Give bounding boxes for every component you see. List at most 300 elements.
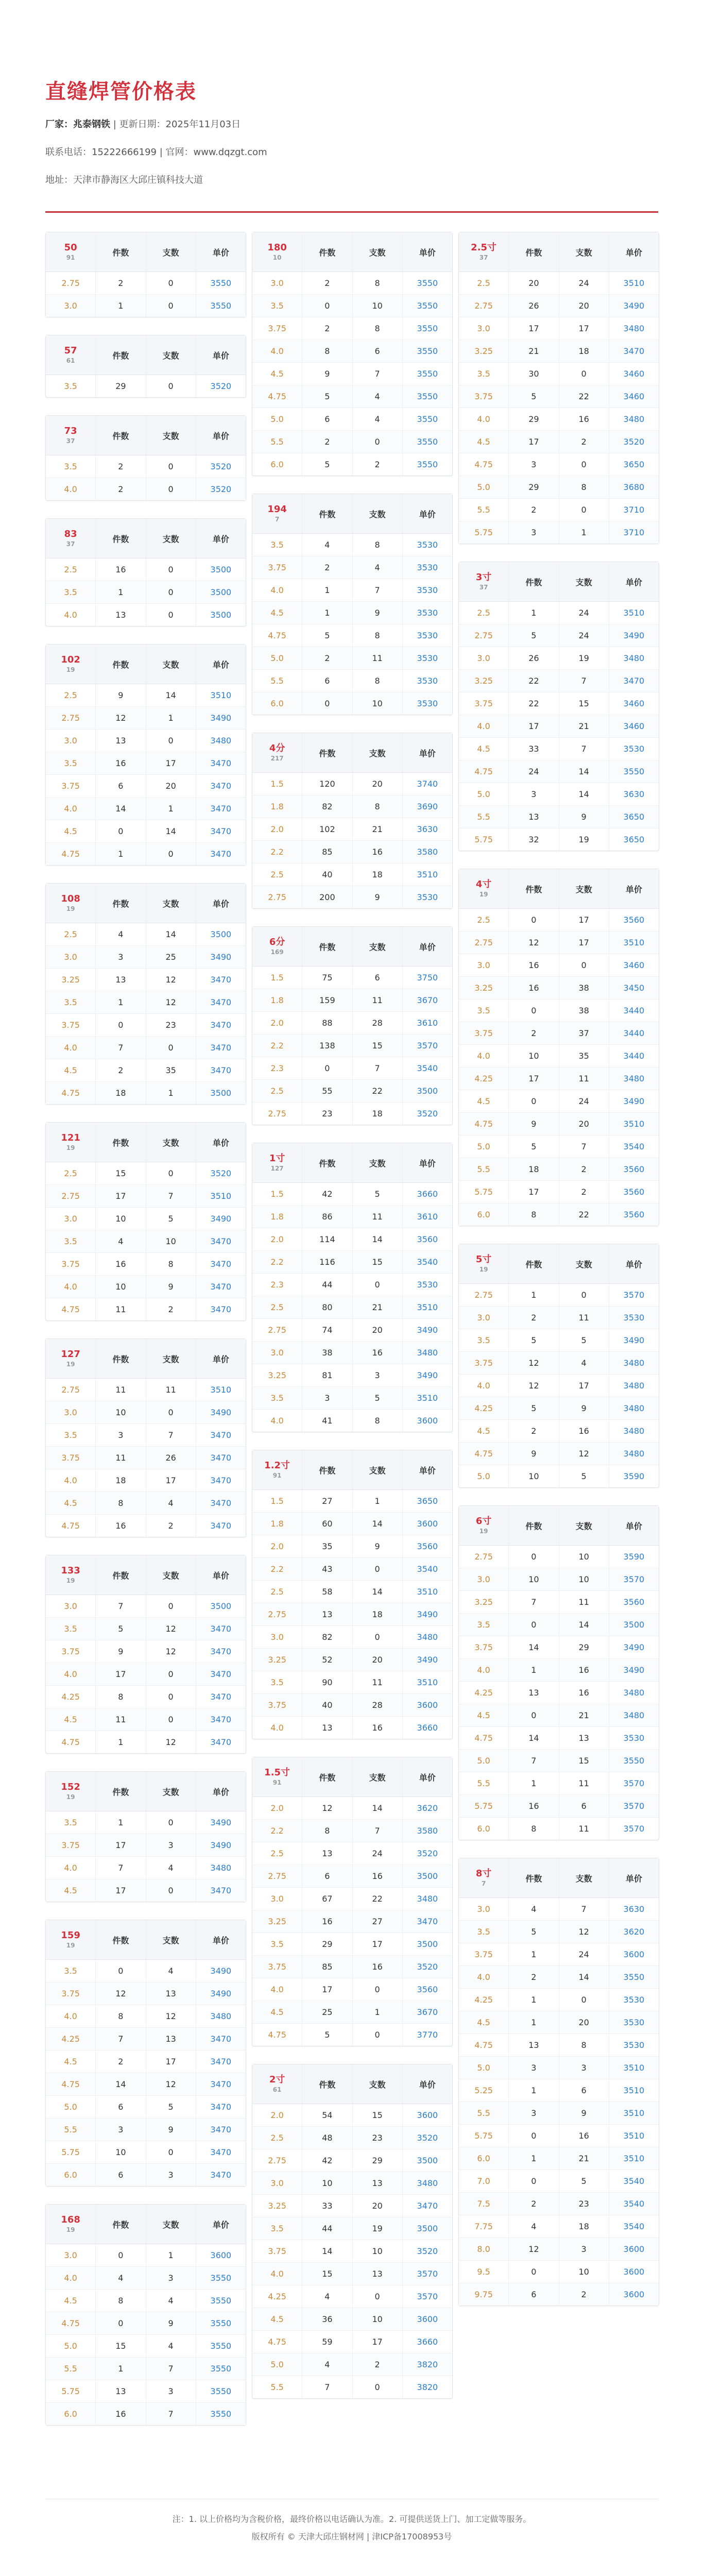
sticks-cell: 0 — [146, 2141, 196, 2163]
header-divider — [45, 211, 658, 213]
price-cell: 3490 — [417, 1325, 438, 1335]
sticks-cell: 23 — [146, 1014, 196, 1036]
qty-cell: 12 — [509, 1375, 559, 1397]
sticks-cell: 9 — [559, 806, 609, 828]
qty-cell: 11 — [96, 1708, 146, 1731]
qty-cell: 5 — [509, 1329, 559, 1351]
table-body — [252, 1490, 452, 1739]
qty-cell: 1 — [96, 843, 146, 865]
qty-cell: 4 — [302, 534, 352, 556]
table-row — [46, 991, 246, 1014]
table-body — [46, 2244, 246, 2425]
sticks-cell: 22 — [353, 1080, 403, 1102]
table-body — [252, 1797, 452, 2046]
sticks-cell: 8 — [353, 534, 403, 556]
price-cell: 3550 — [210, 278, 232, 288]
qty-cell: 16 — [96, 1515, 146, 1537]
price-cell: 3660 — [417, 1189, 438, 1199]
qty-cell: 1 — [509, 1284, 559, 1306]
thickness-cell: 2.75 — [46, 272, 96, 294]
sticks-cell: 7 — [353, 1820, 403, 1842]
qty-cell: 15 — [302, 2263, 352, 2285]
table-row — [46, 775, 246, 798]
qty-cell: 1 — [509, 602, 559, 624]
price-table — [45, 1920, 246, 2187]
qty-header: 件数 — [302, 1757, 352, 1797]
sticks-cell: 12 — [146, 969, 196, 991]
sticks-cell: 7 — [559, 1898, 609, 1920]
spec-group-cell — [252, 1143, 302, 1182]
spec-group-count: 91 — [272, 1472, 282, 1479]
price-cell: 3530 — [623, 1733, 645, 1743]
price-header: 单价 — [419, 1465, 436, 1476]
price-cell: 3570 — [623, 1778, 645, 1788]
table-row — [252, 2376, 452, 2398]
qty-cell: 13 — [509, 2034, 559, 2056]
qty-cell: 16 — [96, 2403, 146, 2425]
table-row — [252, 1671, 452, 1694]
table-body — [46, 1811, 246, 1902]
sticks-header: 支数 — [146, 232, 196, 272]
price-header: 单价 — [419, 1772, 436, 1783]
table-row — [459, 999, 659, 1022]
qty-header: 件数 — [96, 519, 146, 558]
thickness-cell: 3.5 — [46, 1424, 96, 1446]
sticks-header: 支数 — [146, 335, 196, 375]
qty-cell: 9 — [96, 684, 146, 706]
spec-group-count: 19 — [66, 1361, 75, 1368]
price-cell: 3770 — [417, 2030, 438, 2040]
thickness-cell: 5.75 — [459, 1181, 509, 1203]
table-row — [252, 2217, 452, 2240]
sticks-cell: 15 — [353, 1251, 403, 1273]
price-cell: 3490 — [210, 952, 232, 962]
qty-cell: 58 — [302, 1581, 352, 1603]
sticks-cell: 3 — [353, 1364, 403, 1386]
qty-header: 件数 — [509, 869, 559, 908]
price-cell: 3690 — [417, 802, 438, 811]
qty-cell: 13 — [302, 1717, 352, 1739]
price-cell: 3570 — [623, 1824, 645, 1834]
price-cell: 3500 — [417, 2156, 438, 2165]
sticks-cell: 0 — [146, 375, 196, 397]
qty-header: 件数 — [96, 1772, 146, 1811]
qty-cell: 8 — [96, 2290, 146, 2312]
sticks-cell: 0 — [146, 1663, 196, 1685]
table-row — [46, 1230, 246, 1253]
table-row — [46, 684, 246, 707]
thickness-cell: 3.5 — [46, 375, 96, 397]
thickness-cell: 4.75 — [46, 2312, 96, 2334]
thickness-cell: 4.5 — [459, 738, 509, 760]
thickness-cell: 2.0 — [252, 1797, 302, 1819]
thickness-cell: 4.75 — [46, 1731, 96, 1753]
price-cell: 3470 — [210, 1430, 232, 1440]
sticks-cell: 8 — [559, 2034, 609, 2056]
price-cell: 3660 — [417, 1723, 438, 1733]
table-row — [46, 2290, 246, 2312]
thickness-cell: 4.0 — [252, 340, 302, 362]
qty-header: 件数 — [96, 232, 146, 272]
price-cell: 3470 — [210, 1886, 232, 1895]
spec-group-cell — [459, 1506, 509, 1545]
qty-cell: 16 — [96, 1253, 146, 1275]
price-cell: 3480 — [623, 1403, 645, 1413]
table-row — [459, 1465, 659, 1487]
price-cell: 3650 — [417, 1496, 438, 1506]
table-row — [252, 295, 452, 317]
sticks-cell: 2 — [559, 2283, 609, 2306]
table-row — [459, 1591, 659, 1614]
price-cell: 3530 — [417, 676, 438, 686]
qty-cell: 16 — [96, 558, 146, 581]
price-cell: 3530 — [417, 608, 438, 618]
qty-header: 件数 — [96, 1339, 146, 1378]
spec-group-name: 133 — [61, 1565, 80, 1576]
price-header: 单价 — [212, 1935, 229, 1945]
sticks-cell: 9 — [559, 2102, 609, 2124]
price-cell: 3560 — [417, 1234, 438, 1244]
thickness-cell: 3.75 — [459, 385, 509, 408]
thickness-cell: 3.5 — [46, 455, 96, 478]
price-cell: 3600 — [623, 2267, 645, 2277]
spec-group-count: 10 — [272, 254, 282, 261]
qty-cell: 1 — [509, 1943, 559, 1965]
qty-cell: 0 — [509, 909, 559, 931]
thickness-cell: 4.0 — [252, 1978, 302, 2001]
price-cell: 3570 — [623, 1801, 645, 1811]
table-row — [46, 1379, 246, 1401]
thickness-cell: 5.5 — [459, 806, 509, 828]
table-row — [252, 2353, 452, 2376]
table-row — [46, 1492, 246, 1515]
thickness-cell: 3.0 — [46, 946, 96, 968]
qty-cell: 26 — [509, 295, 559, 317]
qty-cell: 3 — [509, 783, 559, 805]
price-cell: 3600 — [417, 1519, 438, 1529]
spec-group-name: 73 — [64, 426, 77, 436]
thickness-cell: 4.75 — [46, 1082, 96, 1104]
price-cell: 3470 — [210, 849, 232, 859]
thickness-cell: 3.0 — [459, 317, 509, 340]
table-row — [459, 1546, 659, 1568]
table-row — [459, 1307, 659, 1329]
table-row — [252, 1387, 452, 1410]
price-cell: 3520 — [417, 2246, 438, 2256]
qty-cell: 26 — [509, 647, 559, 669]
price-cell: 3630 — [623, 1904, 645, 1914]
price-table — [45, 883, 246, 1105]
table-body — [46, 272, 246, 317]
thickness-cell: 3.0 — [459, 1307, 509, 1329]
qty-cell: 85 — [302, 1956, 352, 1978]
qty-cell: 17 — [96, 1834, 146, 1856]
qty-cell: 1 — [302, 602, 352, 624]
qty-cell: 17 — [96, 1663, 146, 1685]
table-row — [46, 1811, 246, 1834]
sticks-cell: 11 — [353, 1671, 403, 1693]
sticks-cell: 7 — [146, 1185, 196, 1207]
qty-cell: 17 — [509, 1067, 559, 1090]
sticks-cell: 11 — [559, 1772, 609, 1794]
thickness-cell: 3.0 — [459, 1898, 509, 1920]
price-cell: 3530 — [417, 585, 438, 595]
table-row — [459, 1443, 659, 1465]
thickness-cell: 3.5 — [46, 991, 96, 1013]
thickness-cell: 3.0 — [252, 2172, 302, 2194]
sticks-cell: 0 — [146, 1879, 196, 1902]
sticks-header: 支数 — [559, 1244, 609, 1283]
table-body — [459, 1546, 659, 1840]
qty-cell: 14 — [302, 2240, 352, 2262]
price-cell: 3520 — [417, 1962, 438, 1972]
price-cell: 3480 — [623, 1449, 645, 1459]
qty-cell: 20 — [509, 272, 559, 294]
price-table — [252, 926, 453, 1125]
table-row — [459, 431, 659, 453]
sticks-cell: 4 — [146, 2335, 196, 2357]
qty-cell: 7 — [96, 1857, 146, 1879]
thickness-cell: 2.5 — [252, 863, 302, 886]
sticks-cell: 13 — [146, 2028, 196, 2050]
thickness-cell: 4.5 — [459, 431, 509, 453]
qty-cell: 9 — [302, 363, 352, 385]
qty-cell: 29 — [509, 408, 559, 430]
sticks-cell: 17 — [146, 1469, 196, 1492]
qty-cell: 13 — [96, 969, 146, 991]
qty-cell: 1 — [96, 1811, 146, 1834]
table-row — [46, 2096, 246, 2119]
sticks-cell: 4 — [146, 1492, 196, 1514]
thickness-cell: 3.0 — [252, 272, 302, 294]
price-cell: 3550 — [210, 2341, 232, 2351]
thickness-cell: 2.75 — [459, 295, 509, 317]
thickness-cell: 4.25 — [46, 1686, 96, 1708]
table-body — [459, 272, 659, 544]
table-body — [46, 455, 246, 500]
sticks-cell: 24 — [559, 1090, 609, 1112]
table-header — [46, 232, 246, 272]
qty-cell: 7 — [96, 1595, 146, 1617]
table-row — [459, 1158, 659, 1181]
qty-cell: 1 — [302, 579, 352, 601]
sticks-header: 支数 — [353, 494, 403, 533]
price-cell: 3490 — [210, 1214, 232, 1224]
spec-group-count: 19 — [66, 905, 75, 912]
thickness-cell: 5.5 — [459, 1772, 509, 1794]
table-row — [252, 1581, 452, 1603]
qty-cell: 1 — [509, 1772, 559, 1794]
price-cell: 3470 — [210, 1498, 232, 1508]
thickness-cell: 3.25 — [252, 1649, 302, 1671]
table-row — [46, 558, 246, 581]
sticks-cell: 12 — [146, 1731, 196, 1753]
sticks-cell: 15 — [353, 1035, 403, 1057]
qty-cell: 3 — [509, 2102, 559, 2124]
price-cell: 3470 — [210, 1669, 232, 1679]
thickness-cell: 5.0 — [46, 2096, 96, 2118]
sticks-cell: 14 — [353, 1581, 403, 1603]
sticks-cell: 7 — [146, 2403, 196, 2425]
price-cell: 3570 — [417, 2269, 438, 2279]
thickness-cell: 4.5 — [46, 1492, 96, 1514]
qty-cell: 90 — [302, 1671, 352, 1693]
thickness-cell: 4.0 — [252, 579, 302, 601]
qty-cell: 14 — [509, 1636, 559, 1658]
price-cell: 3480 — [210, 736, 232, 745]
update-date: 更新日期：2025年11月03日 — [119, 119, 241, 130]
thickness-cell: 2.0 — [252, 2104, 302, 2126]
price-cell: 3500 — [210, 1088, 232, 1098]
spec-group-name: 121 — [61, 1132, 80, 1143]
table-row — [252, 624, 452, 647]
qty-cell: 27 — [302, 1490, 352, 1512]
qty-cell: 1 — [509, 2079, 559, 2102]
qty-cell: 17 — [509, 317, 559, 340]
thickness-cell: 5.75 — [459, 521, 509, 544]
table-row — [252, 1513, 452, 1535]
spec-group-count: 19 — [479, 891, 488, 898]
spec-group-name: 57 — [64, 345, 77, 356]
thickness-cell: 5.75 — [46, 2141, 96, 2163]
table-row — [459, 1682, 659, 1704]
sticks-cell: 0 — [146, 558, 196, 581]
thickness-cell: 1.5 — [252, 1183, 302, 1205]
sticks-cell: 24 — [559, 272, 609, 294]
table-row — [46, 1686, 246, 1708]
price-cell: 3650 — [623, 835, 645, 844]
price-cell: 3480 — [623, 414, 645, 424]
price-cell: 3820 — [417, 2360, 438, 2369]
qty-cell: 12 — [509, 931, 559, 954]
qty-cell: 116 — [302, 1251, 352, 1273]
thickness-cell: 4.0 — [459, 1659, 509, 1681]
table-row — [46, 295, 246, 317]
sticks-cell: 16 — [559, 1420, 609, 1442]
table-row — [459, 408, 659, 431]
price-header: 单价 — [212, 2219, 229, 2230]
table-row — [252, 1910, 452, 1933]
sticks-cell: 4 — [146, 2290, 196, 2312]
qty-cell: 42 — [302, 2149, 352, 2172]
spec-group-cell — [459, 232, 509, 272]
price-cell: 3470 — [210, 1259, 232, 1269]
sticks-cell: 8 — [353, 272, 403, 294]
price-cell: 3470 — [210, 1043, 232, 1053]
price-table — [45, 518, 246, 626]
sticks-cell: 5 — [146, 1208, 196, 1230]
sticks-cell: 21 — [559, 2147, 609, 2170]
thickness-cell: 5.75 — [46, 2380, 96, 2402]
spec-group-count: 19 — [66, 1942, 75, 1949]
price-cell: 3550 — [210, 2364, 232, 2374]
thickness-cell: 5.75 — [459, 1795, 509, 1817]
qty-cell: 4 — [96, 923, 146, 945]
qty-cell: 2 — [509, 2193, 559, 2215]
qty-header: 件数 — [509, 1244, 559, 1283]
price-cell: 3550 — [210, 301, 232, 311]
price-table — [45, 2204, 246, 2426]
qty-header: 件数 — [509, 1858, 559, 1897]
price-table — [458, 562, 659, 851]
qty-cell: 33 — [302, 2195, 352, 2217]
qty-header: 件数 — [509, 562, 559, 601]
qty-cell: 4 — [509, 1898, 559, 1920]
qty-cell: 48 — [302, 2127, 352, 2149]
qty-cell: 4 — [302, 2285, 352, 2308]
spec-group-name: 6分 — [269, 937, 285, 947]
price-cell: 3590 — [623, 1552, 645, 1562]
sticks-cell: 22 — [353, 1888, 403, 1910]
qty-cell: 10 — [96, 1208, 146, 1230]
sticks-cell: 27 — [353, 1910, 403, 1933]
sticks-header: 支数 — [146, 645, 196, 684]
table-row — [46, 923, 246, 946]
thickness-cell: 4.0 — [46, 1663, 96, 1685]
table-row — [252, 1012, 452, 1035]
price-cell: 3610 — [417, 1018, 438, 1028]
thickness-cell: 4.75 — [459, 1443, 509, 1465]
table-body — [459, 1898, 659, 2306]
thickness-cell: 4.5 — [46, 1059, 96, 1081]
price-cell: 3470 — [210, 758, 232, 768]
qty-cell: 6 — [96, 2164, 146, 2186]
table-row — [252, 2149, 452, 2172]
qty-cell: 16 — [509, 1795, 559, 1817]
price-cell: 3620 — [417, 1803, 438, 1813]
table-header — [252, 927, 452, 967]
sticks-cell: 11 — [353, 989, 403, 1011]
qty-cell: 5 — [509, 1397, 559, 1419]
table-row — [459, 1818, 659, 1840]
thickness-cell: 4.5 — [459, 2011, 509, 2033]
qty-cell: 5 — [96, 1618, 146, 1640]
price-cell: 3470 — [210, 2034, 232, 2044]
sticks-cell: 9 — [559, 1397, 609, 1419]
sticks-cell: 16 — [559, 408, 609, 430]
thickness-cell: 4.0 — [252, 1717, 302, 1739]
sticks-cell: 3 — [146, 1834, 196, 1856]
thickness-cell: 4.5 — [46, 1708, 96, 1731]
table-row — [46, 1059, 246, 1082]
price-cell: 3550 — [210, 2273, 232, 2283]
qty-header: 件数 — [302, 494, 352, 533]
thickness-cell: 4.25 — [46, 2028, 96, 2050]
table-row — [46, 2005, 246, 2028]
sticks-cell: 10 — [559, 2261, 609, 2283]
qty-cell: 18 — [96, 1469, 146, 1492]
spec-group-name: 1.5寸 — [264, 1767, 290, 1778]
qty-header: 件数 — [302, 1450, 352, 1489]
price-cell: 3590 — [623, 1471, 645, 1481]
sticks-cell: 14 — [146, 923, 196, 945]
table-row — [46, 2028, 246, 2050]
sticks-cell: 13 — [353, 2263, 403, 2285]
qty-cell: 6 — [509, 2283, 559, 2306]
sticks-header: 支数 — [353, 2064, 403, 2104]
price-cell: 3740 — [417, 779, 438, 789]
sticks-cell: 3 — [559, 2238, 609, 2260]
table-row — [46, 820, 246, 843]
qty-cell: 3 — [96, 1424, 146, 1446]
sticks-cell: 17 — [146, 752, 196, 774]
table-row — [46, 1401, 246, 1424]
price-table — [458, 1505, 659, 1840]
table-row — [252, 1251, 452, 1274]
thickness-cell: 2.5 — [459, 272, 509, 294]
price-cell: 3490 — [417, 1370, 438, 1380]
qty-cell: 15 — [96, 1162, 146, 1184]
